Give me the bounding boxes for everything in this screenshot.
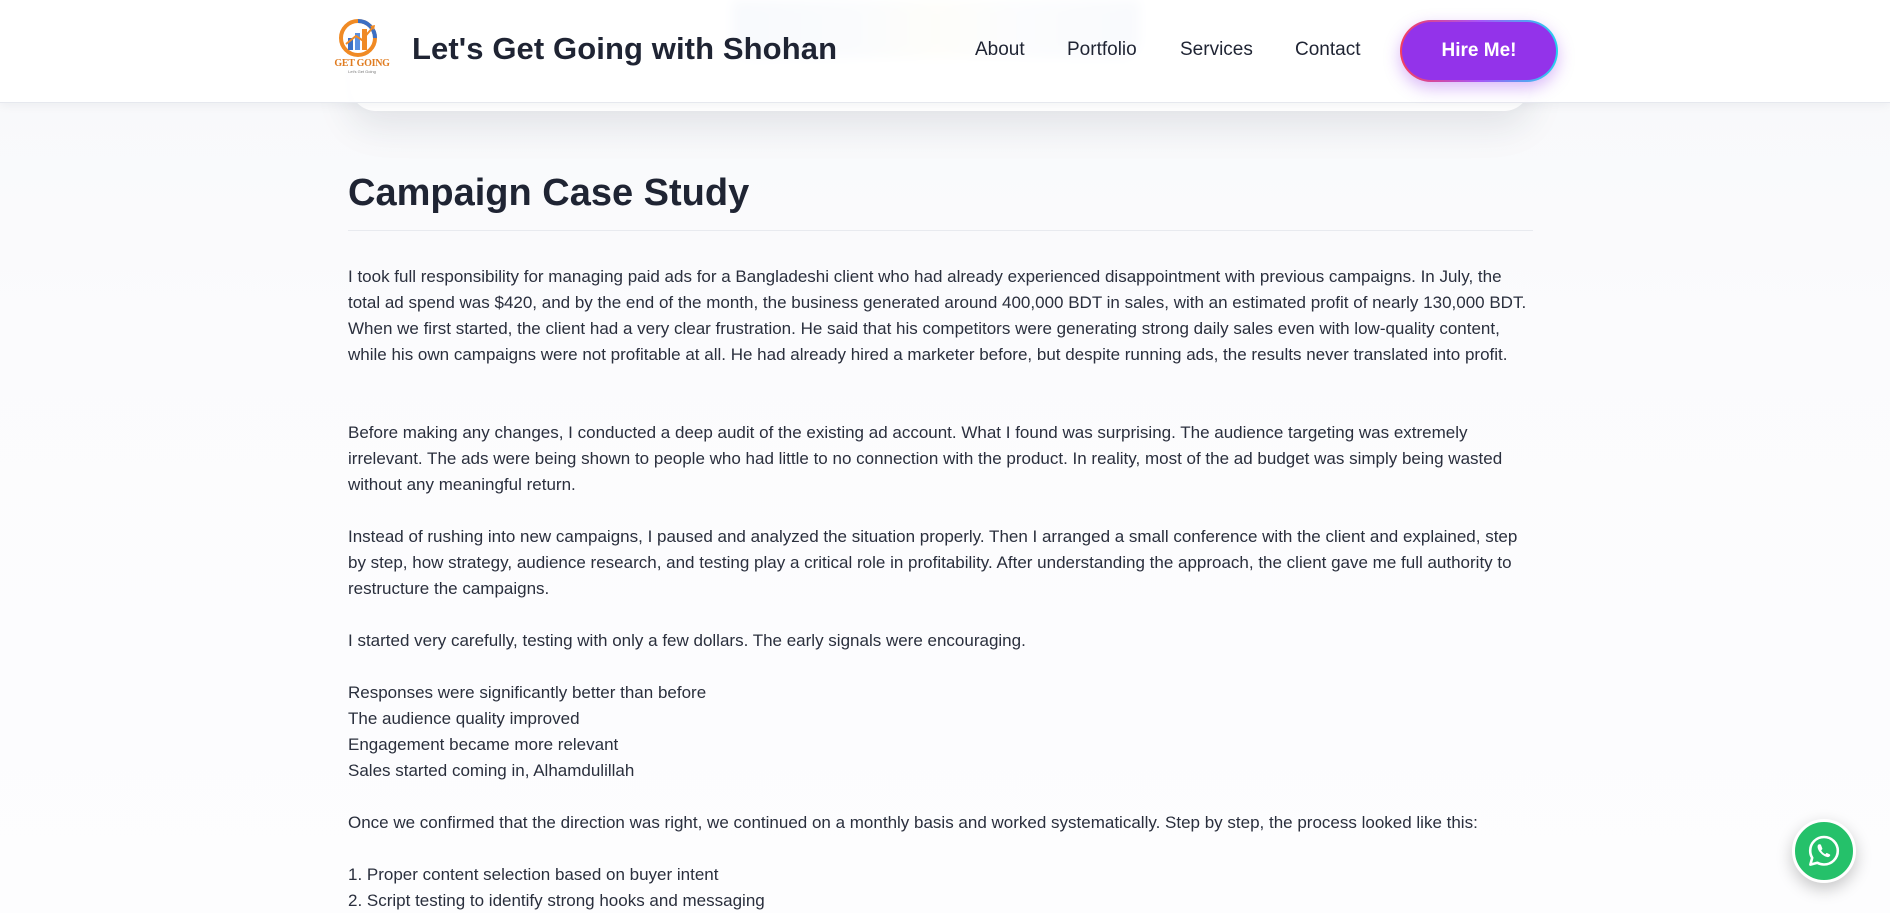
process-step: 1. Proper content selection based on buyer intent: [348, 865, 719, 884]
hire-me-button[interactable]: Hire Me!: [1400, 20, 1558, 82]
nav-services[interactable]: Services: [1180, 39, 1253, 60]
nav-contact[interactable]: Contact: [1295, 39, 1361, 60]
heading-divider: [348, 230, 1533, 231]
logo-subtext: Let's Get Going: [348, 69, 376, 74]
whatsapp-icon: [1807, 834, 1841, 868]
result-item: Engagement became more relevant: [348, 735, 619, 754]
logo-mark-icon: [334, 18, 390, 60]
site-logo[interactable]: [334, 18, 390, 76]
site-header: [0, 0, 1890, 103]
article-paragraph: Instead of rushing into new campaigns, I paused and analyzed the situation properly. Then I arranged a small conference with the client and explained, step by step, how strategy, audience research, and testing play a critical role in profitability. After understanding the approach, the client gave me full authority to restructure the campaigns.: [348, 527, 1518, 598]
result-item: The audience quality improved: [348, 709, 580, 728]
whatsapp-button[interactable]: [1792, 819, 1856, 883]
nav-portfolio[interactable]: Portfolio: [1067, 39, 1137, 60]
result-item: Sales started coming in, Alhamdulillah: [348, 761, 635, 780]
article-paragraph: I started very carefully, testing with only a few dollars. The early signals were encouraging.: [348, 631, 1026, 650]
article-paragraph: Before making any changes, I conducted a deep audit of the existing ad account. What I found was surprising. The audience targeting was extremely irrelevant. The ads were being shown to people who had little to no connection with the product. In reality, most of the ad budget was simply being wasted without any meaningful return.: [348, 423, 1503, 494]
nav-about[interactable]: About: [975, 39, 1025, 60]
page-title: Campaign Case Study: [348, 172, 750, 214]
result-item: Responses were significantly better than before: [348, 683, 707, 702]
article-paragraph: I took full responsibility for managing paid ads for a Bangladeshi client who had already experienced disappointment with previous campaigns. In July, the total ad spend was $420, and by the end of the month, the business generated around 400,000 BDT in sales, with an estimated profit of nearly 130,000 BDT. When we first started, the client had a very clear frustration. He said that his competitors were generating strong daily sales even with low-quality content, while his own campaigns were not profitable at all. He had already hired a marketer before, but despite running ads, the results never translated into profit.: [348, 267, 1527, 364]
process-intro: Once we confirmed that the direction was right, we continued on a monthly basis and worked systematically. Step by step, the process looked like this:: [348, 813, 1478, 832]
process-step: 2. Script testing to identify strong hooks and messaging: [348, 891, 765, 910]
site-title[interactable]: Let's Get Going with Shohan: [412, 31, 838, 66]
logo-text: GET GOING: [334, 58, 390, 69]
